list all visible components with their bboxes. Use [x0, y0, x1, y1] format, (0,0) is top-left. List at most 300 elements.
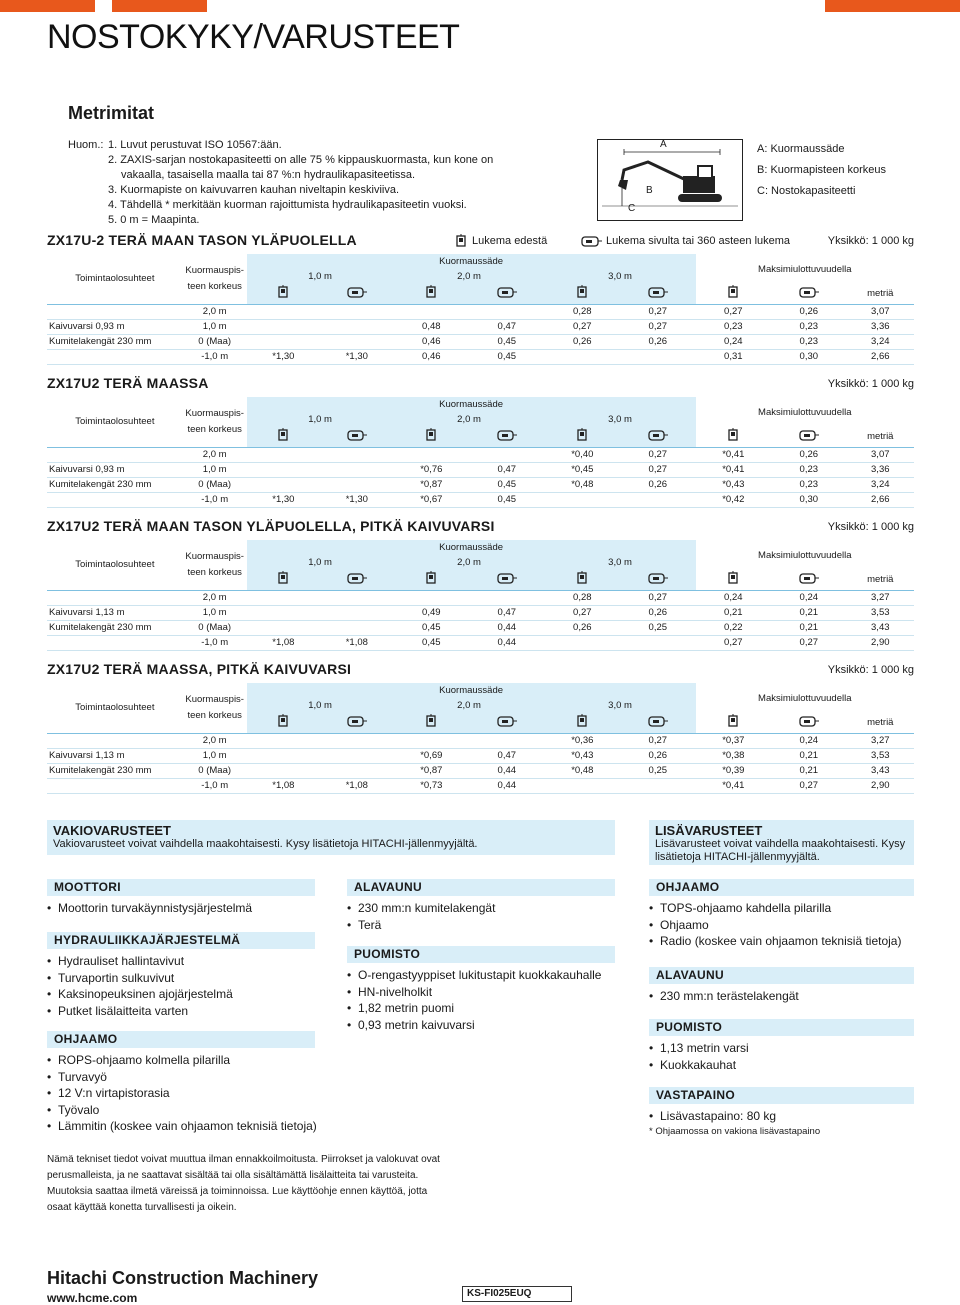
side-reading-icon — [798, 571, 820, 585]
table-cell: 3,27 — [847, 733, 914, 748]
table-row — [47, 349, 914, 364]
document-code: KS-FI025EUQ — [462, 1286, 572, 1302]
table-cell: 0,27 — [620, 319, 696, 334]
equipment-list — [649, 1040, 749, 1073]
op-condition: Kumitelakengät 230 mm — [47, 477, 183, 492]
list-item: • Hydrauliset hallintavivut — [47, 953, 233, 970]
table-cell: 0,46 — [394, 349, 470, 364]
list-item: • Ohjaamo — [649, 917, 901, 934]
front-reading-icon — [424, 285, 438, 299]
col-header-height: teen korkeus — [187, 566, 242, 578]
col-header-op: Toimintaolosuhteet — [47, 540, 183, 590]
table-cell: 0 (Maa) — [183, 477, 247, 492]
table-cell — [320, 620, 393, 635]
equipment-category: PUOMISTO — [347, 946, 615, 963]
header-accent-bar — [825, 0, 960, 12]
legend-side — [580, 234, 790, 248]
table-cell: 0,27 — [620, 733, 696, 748]
load-table-unit: Yksikkö: 1 000 kg — [827, 235, 914, 247]
table-cell: 0,44 — [469, 778, 545, 793]
list-item: • TOPS-ohjaamo kahdella pilarilla — [649, 900, 901, 917]
table-cell — [320, 477, 393, 492]
legend-front — [454, 234, 547, 248]
table-cell: 3,27 — [847, 590, 914, 605]
col-header-metres: metriä — [867, 717, 894, 729]
col-header-max: Maksimiulottuvuudella — [696, 683, 914, 713]
equipment-category: PUOMISTO — [649, 1019, 914, 1036]
front-reading-icon — [726, 714, 740, 728]
table-cell: *1,08 — [247, 635, 320, 650]
standard-equipment-title: VAKIOVARUSTEET — [53, 823, 171, 838]
equipment-category: ALAVAUNU — [347, 879, 615, 896]
table-cell: *0,87 — [394, 763, 470, 778]
col-header-r2: 2,0 m — [457, 557, 481, 568]
load-table-title: ZX17U2 TERÄ MAAN TASON YLÄPUOLELLA, PITKÄ KAIVUVARSI — [47, 518, 495, 534]
front-reading-icon — [575, 571, 589, 585]
side-reading-icon — [798, 428, 820, 442]
table-cell: 2,0 m — [183, 590, 247, 605]
table-cell: 0,44 — [469, 635, 545, 650]
table-cell: 0,26 — [771, 304, 847, 319]
note-item: vakaalla, tasaisella maalla tai 87 %:n hydraulikapasiteetissa. — [121, 169, 416, 181]
side-reading-icon — [647, 571, 669, 585]
legend-b: B: Kuormapisteen korkeus — [757, 164, 887, 176]
table-cell — [247, 763, 320, 778]
table-cell — [394, 304, 470, 319]
header-accent-bar — [112, 0, 207, 12]
col-header-height: teen korkeus — [187, 280, 242, 292]
table-cell: *0,67 — [394, 492, 470, 507]
diagram-label-a: A — [660, 139, 667, 150]
equipment-category: OHJAAMO — [649, 879, 914, 896]
list-item: • Radio (koskee vain ohjaamon teknisiä tietoja) — [649, 933, 901, 950]
table-cell: 0,21 — [771, 763, 847, 778]
front-reading-icon — [575, 428, 589, 442]
table-cell: *0,48 — [545, 477, 621, 492]
table-cell — [545, 635, 621, 650]
table-cell — [320, 733, 393, 748]
table-cell — [320, 763, 393, 778]
list-item: • Turvaportin sulkuvivut — [47, 970, 233, 987]
table-cell: 0,27 — [545, 605, 621, 620]
table-cell — [247, 620, 320, 635]
table-cell — [320, 748, 393, 763]
table-cell: *1,08 — [247, 778, 320, 793]
side-reading-icon — [496, 571, 518, 585]
table-cell: 0 (Maa) — [183, 334, 247, 349]
table-cell: 0,26 — [545, 334, 621, 349]
table-cell: 0,47 — [469, 319, 545, 334]
side-reading-icon — [647, 428, 669, 442]
col-header-op: Toimintaolosuhteet — [47, 683, 183, 733]
legend-front-label: Lukema edestä — [472, 235, 548, 247]
equipment-list — [47, 1052, 317, 1135]
table-cell: 0,21 — [771, 605, 847, 620]
col-header-height: teen korkeus — [187, 709, 242, 721]
equipment-category: OHJAAMO — [47, 1031, 315, 1048]
list-item: • Kuokkakauhat — [649, 1057, 749, 1074]
table-cell: 0,27 — [620, 304, 696, 319]
front-reading-icon — [276, 714, 290, 728]
equipment-list — [649, 988, 799, 1005]
col-header-height: Kuormauspis- — [185, 693, 244, 705]
table-cell: *1,30 — [247, 349, 320, 364]
equipment-category: MOOTTORI — [47, 879, 315, 896]
col-header-r2: 2,0 m — [457, 414, 481, 425]
op-condition: Kaivuvarsi 0,93 m — [47, 462, 183, 477]
table-cell: 0,24 — [771, 590, 847, 605]
equipment-list — [347, 967, 601, 1033]
col-header-metres: metriä — [867, 288, 894, 300]
table-cell: 3,53 — [847, 605, 914, 620]
front-reading-icon — [276, 428, 290, 442]
table-cell — [394, 590, 470, 605]
col-header-height: Kuormauspis- — [185, 550, 244, 562]
col-header-height: Kuormauspis- — [185, 407, 244, 419]
table-cell: *0,42 — [696, 492, 772, 507]
table-cell: 3,36 — [847, 319, 914, 334]
table-cell: 0,45 — [469, 349, 545, 364]
col-header-radius: Kuormaussäde — [439, 256, 504, 267]
col-header-height: teen korkeus — [187, 423, 242, 435]
load-table — [47, 397, 914, 508]
table-cell: 3,07 — [847, 447, 914, 462]
col-header-r2: 2,0 m — [457, 700, 481, 711]
table-row — [47, 590, 914, 605]
table-cell: 0,27 — [620, 590, 696, 605]
table-cell: *0,43 — [696, 477, 772, 492]
table-cell: 0,28 — [545, 590, 621, 605]
table-cell — [247, 733, 320, 748]
table-cell: 0,22 — [696, 620, 772, 635]
note-item: 5. 0 m = Maapinta. — [108, 214, 200, 226]
table-cell: *0,39 — [696, 763, 772, 778]
col-header-max: Maksimiulottuvuudella — [696, 540, 914, 570]
table-cell — [469, 590, 545, 605]
header-accent-bar — [0, 0, 95, 12]
legend-c: C: Nostokapasiteetti — [757, 185, 856, 197]
table-cell: 1,0 m — [183, 319, 247, 334]
col-header-height: Kuormauspis- — [185, 264, 244, 276]
load-table — [47, 540, 914, 651]
table-cell: 2,0 m — [183, 447, 247, 462]
list-item: • Putket lisälaitteita varten — [47, 1003, 233, 1020]
table-cell — [545, 492, 621, 507]
list-item: • O-rengastyyppiset lukitustapit kuokkakauhalle — [347, 967, 601, 984]
col-header-r1: 1,0 m — [308, 414, 332, 425]
op-condition: Kumitelakengät 230 mm — [47, 763, 183, 778]
load-table-unit: Yksikkö: 1 000 kg — [827, 378, 914, 390]
table-cell: 1,0 m — [183, 748, 247, 763]
table-cell: 0,31 — [696, 349, 772, 364]
table-cell: 0,26 — [620, 605, 696, 620]
table-cell: 0,26 — [620, 748, 696, 763]
load-table — [47, 683, 914, 794]
front-reading-icon — [726, 285, 740, 299]
op-condition: Kumitelakengät 230 mm — [47, 334, 183, 349]
table-cell: 0,45 — [394, 635, 470, 650]
table-cell: 0 (Maa) — [183, 620, 247, 635]
notes-label: Huom.: — [68, 139, 104, 151]
table-cell: 0,48 — [394, 319, 470, 334]
table-row — [47, 319, 914, 334]
side-reading-icon — [647, 285, 669, 299]
note-item: 3. Kuormapiste on kaivuvarren kauhan niveltapin keskiviiva. — [108, 184, 400, 196]
table-cell — [247, 605, 320, 620]
list-item: • Kaksinopeuksinen ajojärjestelmä — [47, 986, 233, 1003]
load-table-title: ZX17U2 TERÄ MAASSA, PITKÄ KAIVUVARSI — [47, 661, 352, 677]
table-cell: 0,27 — [696, 635, 772, 650]
table-cell: *1,30 — [247, 492, 320, 507]
table-row — [47, 447, 914, 462]
table-cell: *0,36 — [545, 733, 621, 748]
table-row — [47, 635, 914, 650]
table-cell — [320, 304, 393, 319]
table-cell: 0,46 — [394, 334, 470, 349]
page-title: NOSTOKYKY/VARUSTEET — [47, 18, 460, 56]
table-cell — [247, 590, 320, 605]
col-header-metres: metriä — [867, 574, 894, 586]
table-cell: 3,43 — [847, 763, 914, 778]
side-reading-icon — [346, 285, 368, 299]
table-cell — [320, 462, 393, 477]
table-cell: *0,38 — [696, 748, 772, 763]
op-condition: Kumitelakengät 230 mm — [47, 620, 183, 635]
table-row — [47, 605, 914, 620]
table-cell — [469, 733, 545, 748]
table-cell — [320, 590, 393, 605]
table-cell: 0,24 — [696, 590, 772, 605]
table-cell: 3,36 — [847, 462, 914, 477]
standard-equipment-text: Vakiovarusteet voivat vaihdella maakohtaisesti. Kysy lisätietoja HITACHI-jällenmyyjältä. — [53, 838, 478, 850]
table-row — [47, 462, 914, 477]
side-reading-icon — [580, 234, 602, 248]
table-cell: *0,87 — [394, 477, 470, 492]
equipment-list — [47, 953, 233, 1019]
col-header-metres: metriä — [867, 431, 894, 443]
table-row — [47, 620, 914, 635]
front-reading-icon — [726, 571, 740, 585]
section-title: Metrimitat — [68, 103, 155, 123]
load-table-unit: Yksikkö: 1 000 kg — [827, 664, 914, 676]
side-reading-icon — [496, 285, 518, 299]
side-reading-icon — [798, 285, 820, 299]
equipment-category: VASTAPAINO — [649, 1087, 914, 1104]
table-row — [47, 492, 914, 507]
list-item: • Moottorin turvakäynnistysjärjestelmä — [47, 900, 252, 917]
table-cell: 0,47 — [469, 462, 545, 477]
table-cell: *1,08 — [320, 635, 393, 650]
table-cell: 0,21 — [771, 620, 847, 635]
table-cell: 0,45 — [394, 620, 470, 635]
table-cell: 0,23 — [771, 334, 847, 349]
table-cell: -1,0 m — [183, 492, 247, 507]
table-cell: *0,41 — [696, 447, 772, 462]
table-row — [47, 477, 914, 492]
table-cell: 0,21 — [696, 605, 772, 620]
equipment-list — [47, 900, 252, 917]
table-cell: 0,23 — [771, 477, 847, 492]
col-header-op: Toimintaolosuhteet — [47, 397, 183, 447]
table-cell — [469, 447, 545, 462]
col-header-max: Maksimiulottuvuudella — [696, 397, 914, 427]
excavator-icon — [598, 140, 742, 220]
op-condition: Kaivuvarsi 0,93 m — [47, 319, 183, 334]
table-cell: *0,48 — [545, 763, 621, 778]
load-table — [47, 254, 914, 365]
table-cell — [620, 635, 696, 650]
table-cell: 0,45 — [469, 334, 545, 349]
table-cell: 0,27 — [771, 778, 847, 793]
table-cell: 0,26 — [545, 620, 621, 635]
table-cell: 0,47 — [469, 605, 545, 620]
table-cell: 2,90 — [847, 635, 914, 650]
equipment-category: ALAVAUNU — [649, 967, 914, 984]
table-cell: *1,30 — [320, 349, 393, 364]
table-cell: 0,23 — [696, 319, 772, 334]
op-condition: Kaivuvarsi 1,13 m — [47, 748, 183, 763]
equipment-list — [649, 900, 901, 950]
table-cell: *0,73 — [394, 778, 470, 793]
table-row — [47, 733, 914, 748]
front-reading-icon — [726, 428, 740, 442]
list-item: • Terä — [347, 917, 495, 934]
col-header-r3: 3,0 m — [608, 700, 632, 711]
table-cell — [394, 733, 470, 748]
table-cell: *0,43 — [545, 748, 621, 763]
list-item: • Työvalo — [47, 1102, 317, 1119]
load-table-unit: Yksikkö: 1 000 kg — [827, 521, 914, 533]
op-condition: Kaivuvarsi 1,13 m — [47, 605, 183, 620]
website-link[interactable]: www.hcme.com — [47, 1291, 138, 1305]
table-cell: *1,30 — [320, 492, 393, 507]
note-item: 1. Luvut perustuvat ISO 10567:ään. — [108, 139, 282, 151]
table-row — [47, 748, 914, 763]
table-cell — [247, 477, 320, 492]
table-cell: 0,25 — [620, 620, 696, 635]
optional-equipment-band — [649, 820, 914, 865]
optional-equipment-title: LISÄVARUSTEET — [655, 823, 763, 838]
load-table-title: ZX17U2 TERÄ MAASSA — [47, 375, 209, 391]
brand-name: Hitachi Construction Machinery — [47, 1268, 319, 1288]
col-header-r1: 1,0 m — [308, 557, 332, 568]
table-cell — [320, 447, 393, 462]
side-reading-icon — [647, 714, 669, 728]
front-reading-icon — [575, 285, 589, 299]
table-cell: -1,0 m — [183, 349, 247, 364]
front-reading-icon — [276, 285, 290, 299]
table-cell: 0,49 — [394, 605, 470, 620]
table-cell: 3,24 — [847, 334, 914, 349]
col-header-max: Maksimiulottuvuudella — [696, 254, 914, 284]
col-header-r2: 2,0 m — [457, 271, 481, 282]
table-cell: 0,27 — [545, 319, 621, 334]
front-reading-icon — [454, 234, 468, 248]
note-item: 4. Tähdellä * merkitään kuorman rajoittumista hydraulikapasiteetin vuoksi. — [108, 199, 467, 211]
side-reading-icon — [346, 428, 368, 442]
col-header-r3: 3,0 m — [608, 557, 632, 568]
table-cell — [394, 447, 470, 462]
table-cell: 0,27 — [620, 447, 696, 462]
side-reading-icon — [346, 714, 368, 728]
excavator-diagram — [597, 139, 743, 221]
table-cell: *0,69 — [394, 748, 470, 763]
table-cell: 0,44 — [469, 620, 545, 635]
col-header-radius: Kuormaussäde — [439, 399, 504, 410]
table-cell: *0,45 — [545, 462, 621, 477]
legend-a: A: Kuormaussäde — [757, 143, 845, 155]
list-item: • Lämmitin (koskee vain ohjaamon teknisiä tietoja) — [47, 1118, 317, 1135]
col-header-r1: 1,0 m — [308, 700, 332, 711]
table-cell: 1,0 m — [183, 605, 247, 620]
legend-side-label: Lukema sivulta tai 360 asteen lukema — [606, 235, 791, 247]
table-cell: 3,43 — [847, 620, 914, 635]
front-reading-icon — [276, 571, 290, 585]
table-cell: 0,44 — [469, 763, 545, 778]
table-cell: *0,40 — [545, 447, 621, 462]
front-reading-icon — [424, 428, 438, 442]
front-reading-icon — [424, 714, 438, 728]
col-header-r3: 3,0 m — [608, 414, 632, 425]
table-row — [47, 334, 914, 349]
table-cell — [247, 319, 320, 334]
table-cell: *0,76 — [394, 462, 470, 477]
table-cell — [620, 492, 696, 507]
equipment-list — [347, 900, 495, 933]
diagram-legend — [757, 139, 886, 202]
table-cell: 2,66 — [847, 349, 914, 364]
list-item: • HN-nivelholkit — [347, 984, 601, 1001]
list-item: • 1,13 metrin varsi — [649, 1040, 749, 1057]
table-cell: 2,66 — [847, 492, 914, 507]
table-cell — [545, 349, 621, 364]
table-cell: 0,23 — [771, 319, 847, 334]
table-cell — [320, 334, 393, 349]
table-cell: 0 (Maa) — [183, 763, 247, 778]
table-cell — [545, 778, 621, 793]
side-reading-icon — [496, 714, 518, 728]
table-cell: *0,37 — [696, 733, 772, 748]
standard-equipment-band — [47, 820, 615, 855]
diagram-label-c: C — [628, 203, 636, 214]
table-cell: -1,0 m — [183, 635, 247, 650]
front-reading-icon — [575, 714, 589, 728]
notes — [68, 138, 548, 228]
table-cell: 0,21 — [771, 748, 847, 763]
table-cell: 0,24 — [696, 334, 772, 349]
table-cell: 0,30 — [771, 349, 847, 364]
table-cell: 0,27 — [696, 304, 772, 319]
table-cell — [247, 304, 320, 319]
equipment-category: HYDRAULIIKKAJÄRJESTELMÄ — [47, 932, 315, 949]
list-item: • 1,82 metrin puomi — [347, 1000, 601, 1017]
table-cell — [469, 304, 545, 319]
col-header-radius: Kuormaussäde — [439, 685, 504, 696]
table-cell — [247, 748, 320, 763]
front-reading-icon — [424, 571, 438, 585]
table-cell — [320, 319, 393, 334]
equipment-list — [649, 1108, 776, 1125]
table-cell: 0,24 — [771, 733, 847, 748]
table-cell: *1,08 — [320, 778, 393, 793]
table-cell: 0,27 — [771, 635, 847, 650]
table-cell: 3,07 — [847, 304, 914, 319]
table-cell: 0,27 — [620, 462, 696, 477]
list-item: • 230 mm:n kumitelakengät — [347, 900, 495, 917]
table-cell: 0,28 — [545, 304, 621, 319]
table-cell: 0,30 — [771, 492, 847, 507]
footer-disclaimer: Nämä tekniset tiedot voivat muuttua ilman ennakkoilmoitusta. Piirrokset ja valokuvat ovat perusmalleista, ja ne saattavat sisältää tai olla sisältämättä lisälaitteita tai varusteita. Muutoksia saattaa ilmetä väreissä ja toiminnoissa. Lue käyttöohje ennen käyttöä, jotta osaat käyttää konetta turvallisesti ja oikein. — [47, 1154, 440, 1213]
